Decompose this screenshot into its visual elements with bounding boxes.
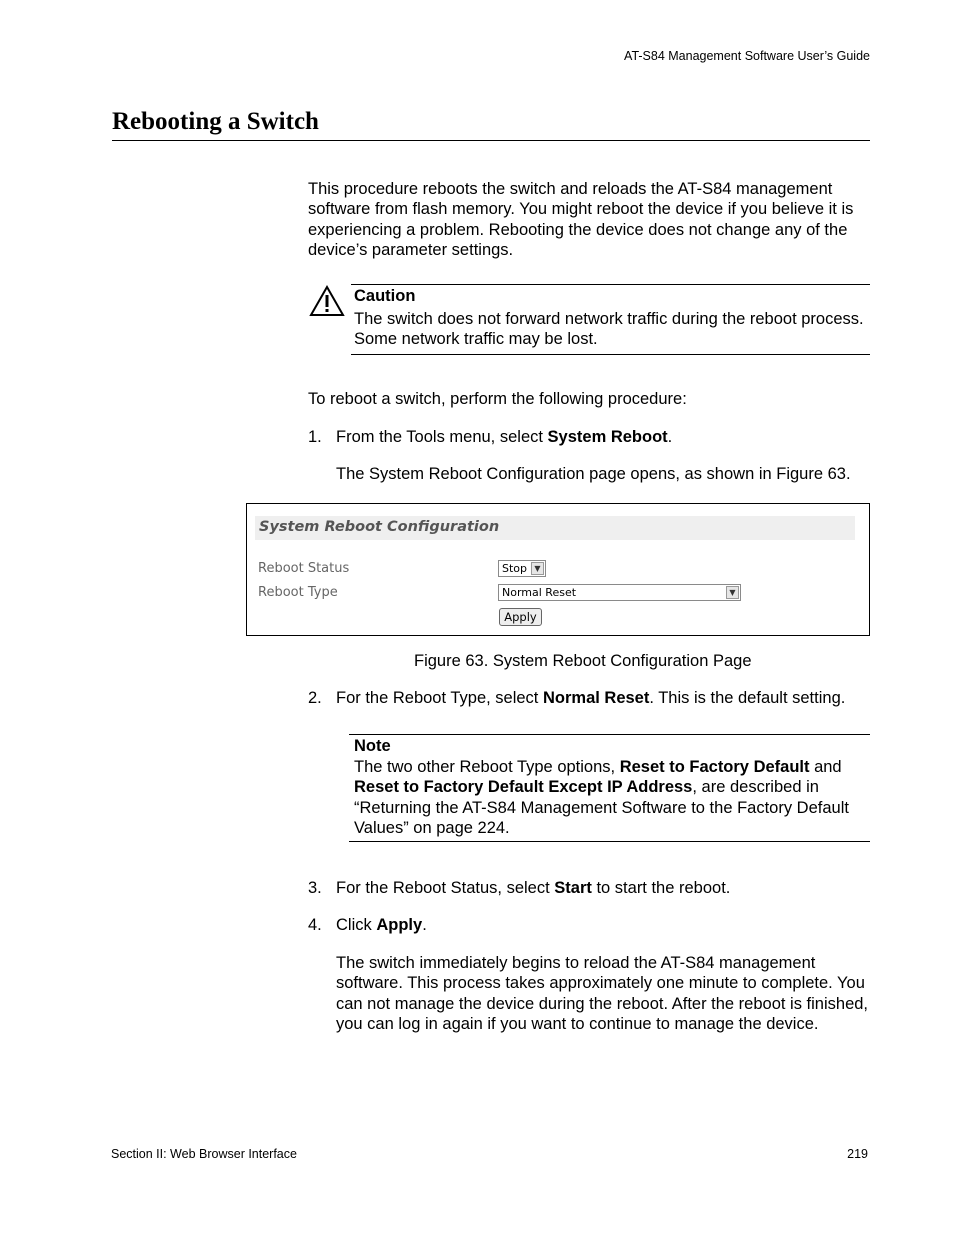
chevron-down-icon: ▼ <box>726 586 739 599</box>
warning-triangle-icon <box>309 285 345 317</box>
chevron-down-icon: ▼ <box>531 562 544 575</box>
step-2-number: 2. <box>308 689 322 707</box>
step-1-text: From the Tools menu, select System Reboot. <box>336 428 673 446</box>
footer-section: Section II: Web Browser Interface <box>111 1147 297 1161</box>
reboot-type-label: Reboot Type <box>258 585 338 600</box>
caution-text: The switch does not forward network traffic during the reboot process. Some network traffic may be lost. <box>354 310 864 349</box>
figure-title: System Reboot Configuration <box>259 519 500 535</box>
reboot-status-label: Reboot Status <box>258 561 350 576</box>
step-3-number: 3. <box>308 879 322 897</box>
step-1-number: 1. <box>308 428 322 446</box>
intro-paragraph: This procedure reboots the switch and reloads the AT-S84 management software from flash memory. You might reboot the device if you believe it is experiencing a problem. Rebooting the device does not change any of the device’s parameter settings. <box>308 180 854 259</box>
caution-title: Caution <box>354 287 416 305</box>
step-4-number: 4. <box>308 916 322 934</box>
reboot-config-figure <box>246 503 870 636</box>
reboot-status-value: Stop <box>502 562 528 575</box>
step-4-text: Click Apply. <box>336 916 427 934</box>
running-header: AT-S84 Management Software User’s Guide <box>624 49 870 63</box>
reboot-status-select[interactable] <box>498 560 546 577</box>
step-3-text: For the Reboot Status, select Start to start the reboot. <box>336 879 731 897</box>
step-2-text: For the Reboot Type, select Normal Reset. This is the default setting. <box>336 689 846 707</box>
apply-button[interactable]: Apply <box>499 608 542 626</box>
step-4-result: The switch immediately begins to reload the AT-S84 management software. This process takes approximately one minute to complete. You can not manage the device during the reboot. After the reboot is finished, you can log in again if you want to continue to manage the device. <box>336 954 869 1033</box>
note-title: Note <box>354 737 391 755</box>
page-number: 219 <box>847 1147 868 1161</box>
step-1-result: The System Reboot Configuration page opens, as shown in Figure 63. <box>336 465 851 483</box>
figure-header <box>255 516 855 540</box>
reboot-type-value: Normal Reset <box>502 586 577 599</box>
procedure-intro: To reboot a switch, perform the following procedure: <box>308 390 687 408</box>
reboot-type-select[interactable] <box>498 584 741 601</box>
figure-caption: Figure 63. System Reboot Configuration Page <box>414 652 752 670</box>
note-text: The two other Reboot Type options, Reset to Factory Default and Reset to Factory Default Except IP Address, are described in “Returning the AT-S84 Management Software to the Factory Default Values” on page 224. <box>354 758 849 837</box>
page-title: Rebooting a Switch <box>112 106 870 141</box>
